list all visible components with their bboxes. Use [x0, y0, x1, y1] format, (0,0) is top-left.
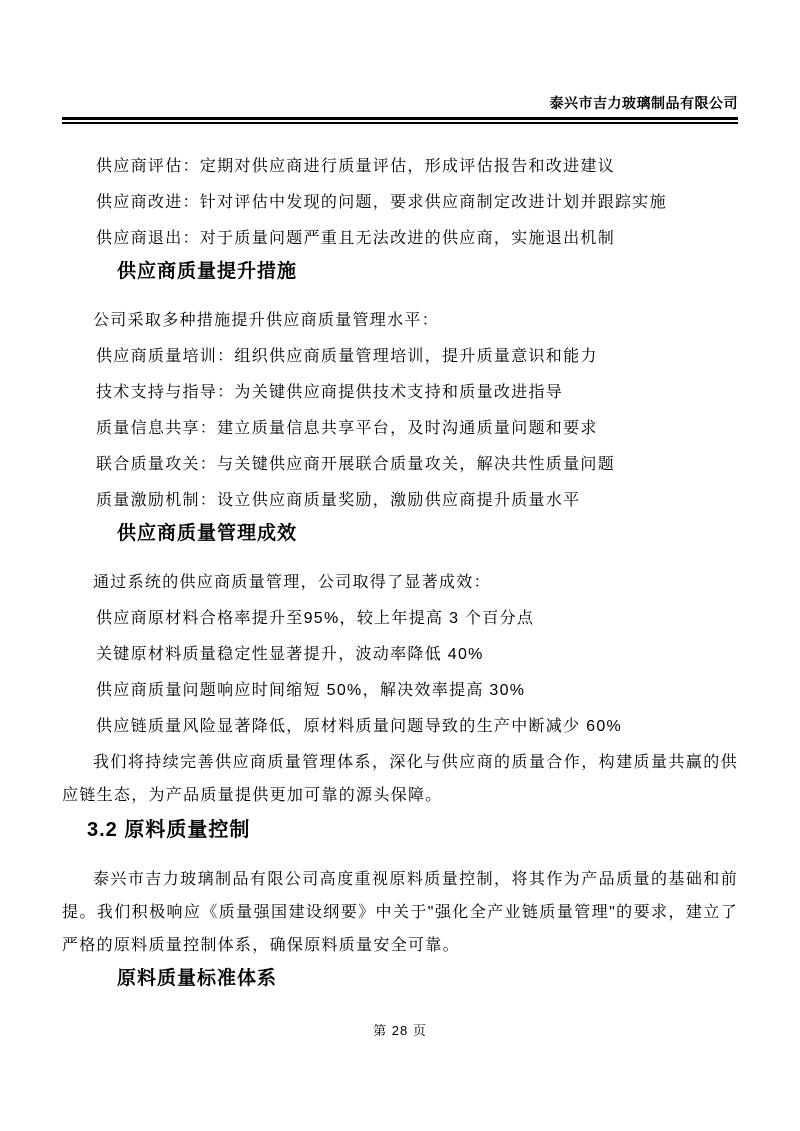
improvement-line: 供应商质量培训：组织供应商质量管理培训，提升质量意识和能力	[96, 348, 598, 365]
heading-material-standards: 原料质量标准体系	[117, 968, 278, 989]
supplier-process-line: 供应商退出：对于质量问题严重且无法改进的供应商，实施退出机制	[96, 230, 616, 247]
section-paragraph: 泰兴市吉力玻璃制品有限公司高度重视原料质量控制，将其作为产品质量的基础和前提。我们积极响应《质量强国建设纲要》中关于"强化全产业链质量管理"的要求，建立了严格的原料质量控制体系，确保原料质量安全可靠。	[62, 871, 738, 954]
improvement-line: 技术支持与指导：为关键供应商提供技术支持和质量改进指导	[96, 384, 564, 401]
document-body	[0, 124, 800, 993]
heading-section-3-2: 3.2 原料质量控制	[87, 819, 251, 841]
heading-supplier-results: 供应商质量管理成效	[117, 523, 298, 544]
improvement-line: 质量信息共享：建立质量信息共享平台，及时沟通质量问题和要求	[96, 420, 598, 437]
supplier-process-line: 供应商评估：定期对供应商进行质量评估，形成评估报告和改进建议	[96, 158, 616, 175]
page-footer	[0, 1022, 800, 1040]
improvement-line: 质量激励机制：设立供应商质量奖励，激励供应商提升质量水平	[96, 492, 581, 509]
results-line: 供应商原材料合格率提升至95%，较上年提高 3 个百分点	[96, 610, 535, 627]
closing-paragraph: 我们将持续完善供应商质量管理体系，深化与供应商的质量合作，构建质量共赢的供应链生态，为产品质量提供更加可靠的源头保障。	[62, 754, 738, 804]
results-line: 供应商质量问题响应时间缩短 50%，解决效率提高 30%	[96, 682, 526, 699]
results-line: 关键原材料质量稳定性显著提升，波动率降低 40%	[96, 646, 484, 663]
supplier-process-line: 供应商改进：针对评估中发现的问题，要求供应商制定改进计划并跟踪实施	[96, 194, 667, 211]
header-double-rule	[62, 117, 738, 124]
improvement-line: 联合质量攻关：与关键供应商开展联合质量攻关，解决共性质量问题	[96, 456, 616, 473]
header-company-name: 泰兴市吉力玻璃制品有限公司	[549, 95, 738, 111]
page-number: 第 28 页	[373, 1023, 427, 1038]
page-header	[0, 0, 800, 124]
results-intro-paragraph: 通过系统的供应商质量管理，公司取得了显著成效：	[93, 574, 491, 591]
improvement-intro-paragraph: 公司采取多种措施提升供应商质量管理水平：	[93, 312, 440, 329]
heading-supplier-improvement: 供应商质量提升措施	[117, 261, 298, 282]
results-line: 供应链质量风险显著降低，原材料质量问题导致的生产中断减少 60%	[96, 718, 623, 735]
